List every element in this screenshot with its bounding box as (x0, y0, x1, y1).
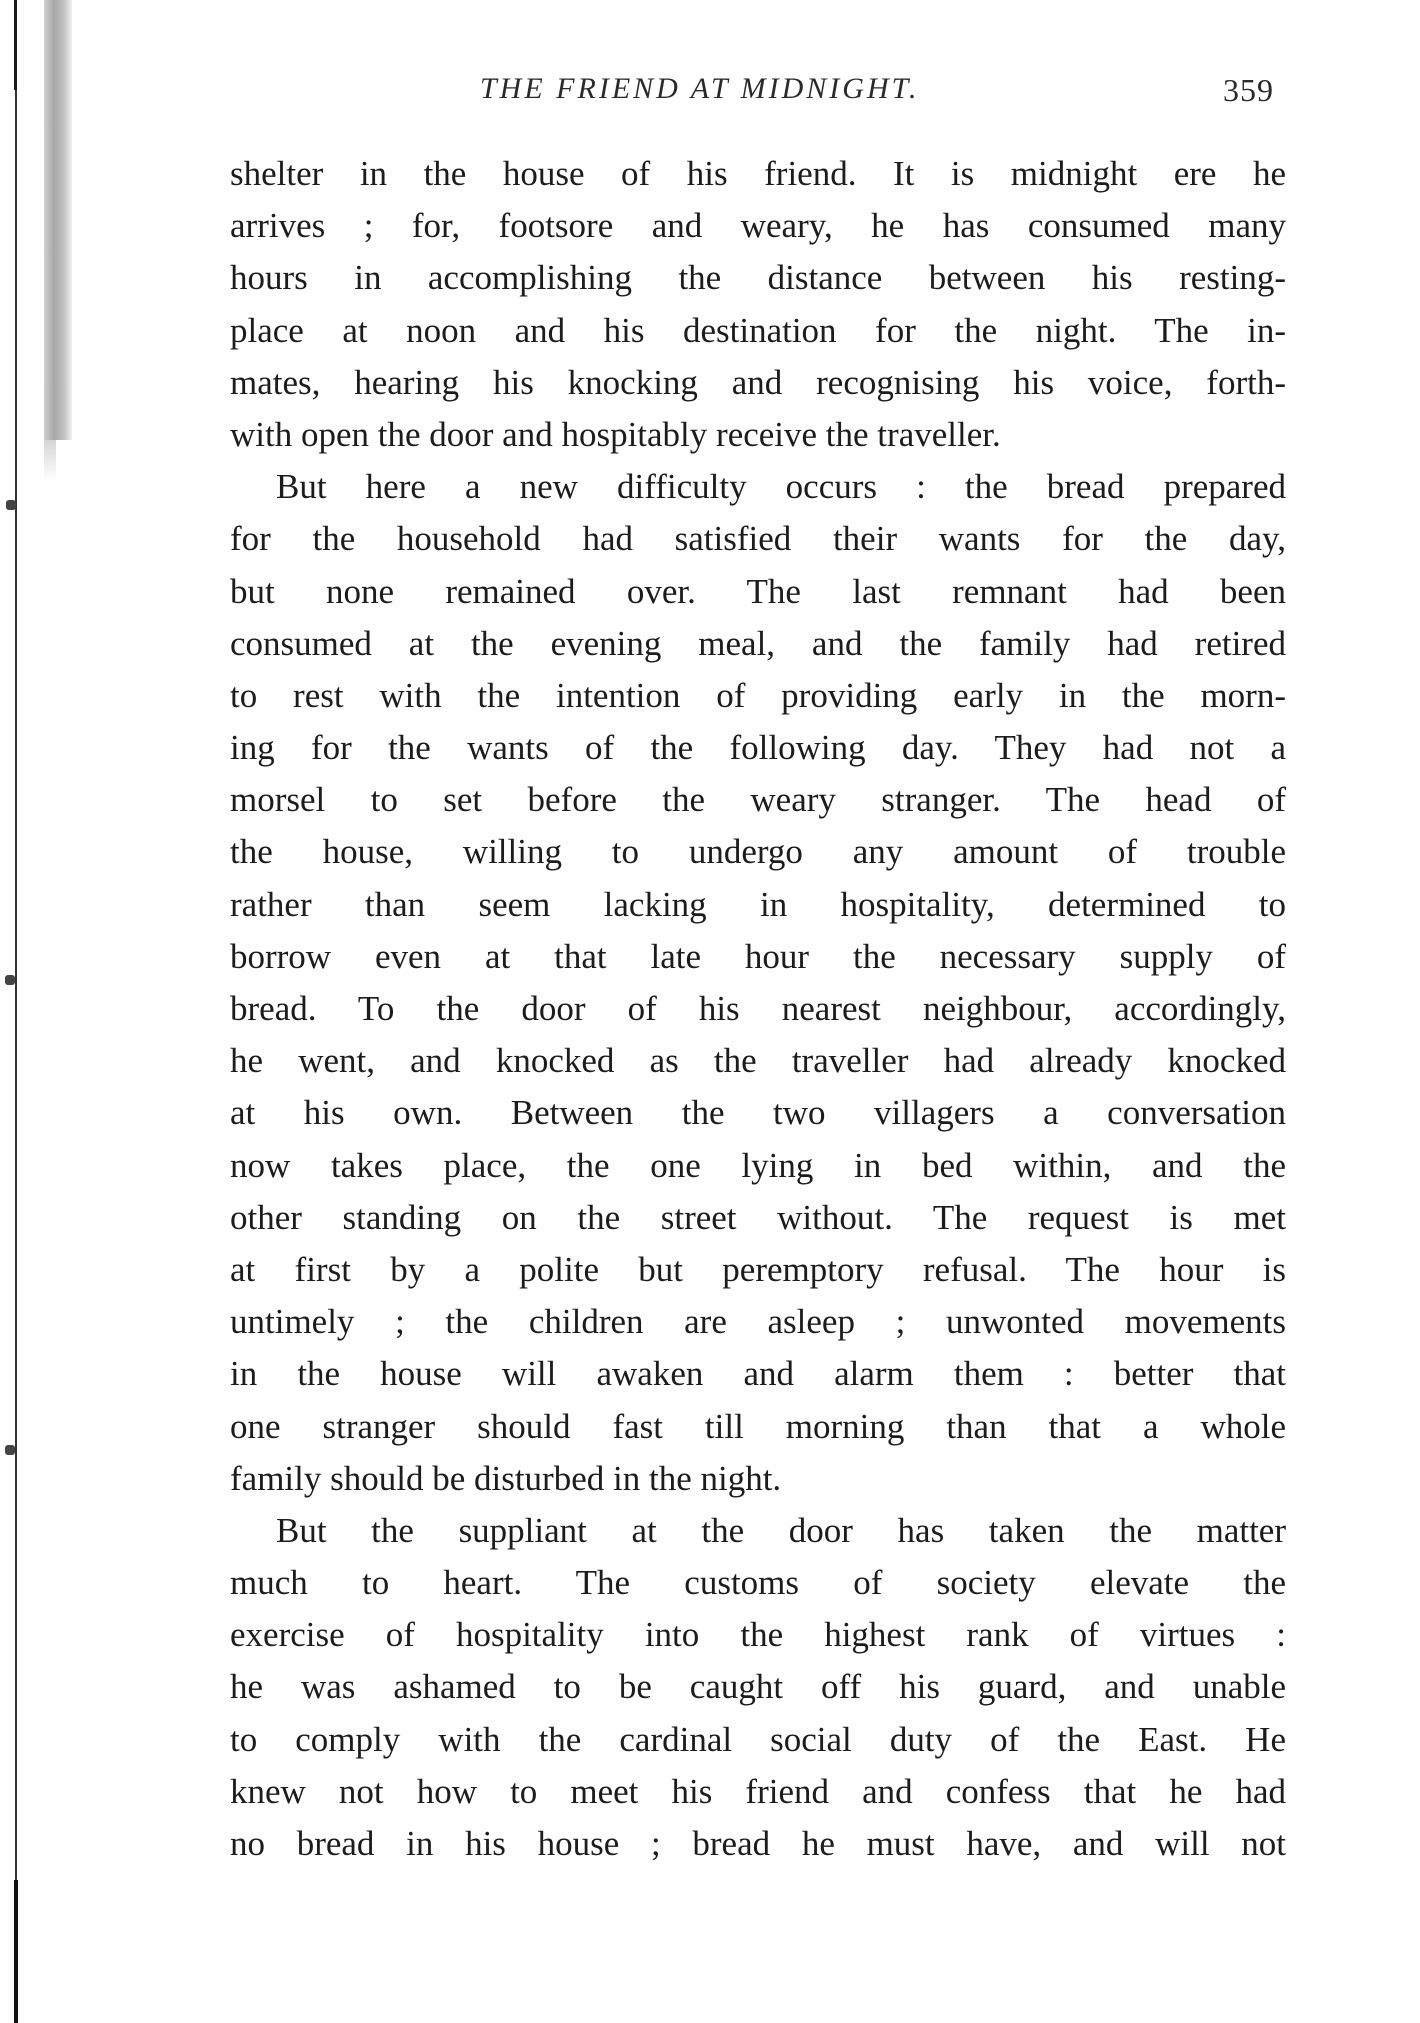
text-line: in the house will awaken and alarm them : better that (230, 1354, 1286, 1394)
paragraph-start: But the suppliant at the door has taken the matter (276, 1510, 1286, 1550)
text-line: for the household had satisfied their wants for the day, (230, 519, 1286, 559)
text-line: knew not how to meet his friend and confess that he had (230, 1771, 1286, 1811)
text-line: he went, and knocked as the traveller had already knocked (230, 1041, 1286, 1081)
text-line: at first by a polite but peremptory refusal. The hour is (230, 1249, 1286, 1289)
binding-shadow (44, 0, 72, 440)
page-number: 359 (1223, 72, 1274, 108)
text-line: he was ashamed to be caught off his guard, and unable (230, 1667, 1286, 1707)
text-line: to rest with the intention of providing early in the morn- (230, 675, 1286, 715)
text-line: one stranger should fast till morning than that a whole (230, 1406, 1286, 1446)
page-edge (15, 90, 17, 1950)
text-line: consumed at the evening meal, and the family had retired (230, 623, 1286, 663)
text-line: shelter in the house of his friend. It is midnight ere he (230, 154, 1286, 193)
text-line: but none remained over. The last remnant had been (230, 571, 1286, 611)
text-line: no bread in his house ; bread he must have, and will not (230, 1824, 1286, 1863)
text-line: other standing on the street without. The request is met (230, 1197, 1286, 1237)
edge-mark (5, 975, 15, 985)
page-edge-bottom (14, 1880, 18, 2023)
edge-mark (6, 500, 16, 510)
text-line: much to heart. The customs of society elevate the (230, 1563, 1286, 1603)
edge-mark (5, 1445, 15, 1455)
text-line: exercise of hospitality into the highest rank of virtues : (230, 1615, 1286, 1655)
running-title: THE FRIEND AT MIDNIGHT. (480, 72, 920, 105)
text-line: with open the door and hospitably receive the traveller. (230, 414, 1001, 454)
text-line: morsel to set before the weary stranger. The head of (230, 780, 1286, 820)
text-line: rather than seem lacking in hospitality, determined to (230, 884, 1286, 924)
text-line: place at noon and his destination for the night. The in- (230, 310, 1286, 350)
paragraph-start: But here a new difficulty occurs : the bread prepared (276, 467, 1286, 507)
text-line: hours in accomplishing the distance between his resting- (230, 258, 1286, 298)
body-text (230, 148, 1286, 1870)
text-line: untimely ; the children are asleep ; unwonted movements (230, 1302, 1286, 1342)
text-line: at his own. Between the two villagers a conversation (230, 1093, 1286, 1133)
text-line: family should be disturbed in the night. (230, 1458, 782, 1498)
text-line: borrow even at that late hour the necessary supply of (230, 936, 1286, 976)
text-line: bread. To the door of his nearest neighbour, accordingly, (230, 989, 1286, 1028)
running-head (230, 72, 1280, 122)
text-line: ing for the wants of the following day. They had not a (230, 728, 1286, 768)
text-line: to comply with the cardinal social duty of the East. He (230, 1719, 1286, 1759)
text-line: arrives ; for, footsore and weary, he has consumed many (230, 206, 1286, 246)
text-line: mates, hearing his knocking and recognising his voice, forth- (230, 362, 1286, 402)
text-line: the house, willing to undergo any amount of trouble (230, 832, 1286, 872)
text-line: now takes place, the one lying in bed within, and the (230, 1145, 1286, 1185)
page-edge-top (14, 0, 17, 90)
